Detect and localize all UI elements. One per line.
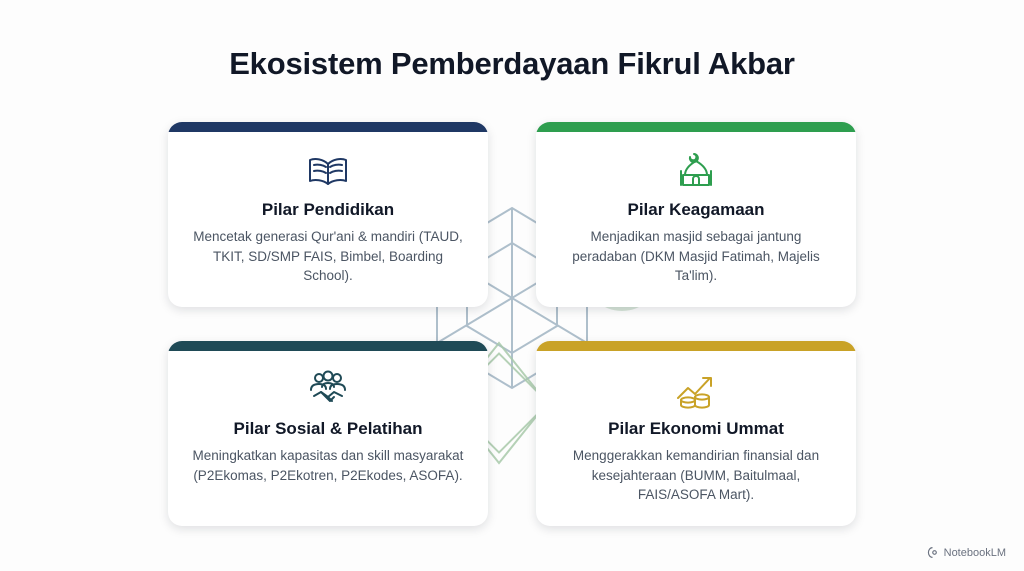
card-accent-bar — [536, 341, 856, 351]
pillar-card-grid — [168, 122, 856, 526]
card-description: Mencetak generasi Qur'ani & mandiri (TAUD, TKIT, SD/SMP FAIS, Bimbel, Boarding School). — [193, 229, 463, 284]
page-title: Ekosistem Pemberdayaan Fikrul Akbar — [229, 46, 795, 81]
card-title: Pilar Sosial & Pelatihan — [233, 419, 423, 438]
handshake-people-icon — [190, 367, 466, 413]
card-accent-bar — [536, 122, 856, 132]
pillar-card-sosial[interactable] — [168, 341, 488, 526]
card-title: Pilar Keagamaan — [627, 200, 765, 219]
card-accent-bar — [168, 341, 488, 351]
card-description: Meningkatkan kapasitas dan skill masyarakat (P2Ekomas, P2Ekotren, P2Ekodes, ASOFA). — [192, 448, 464, 483]
open-book-icon — [190, 148, 466, 194]
pillar-card-pendidikan[interactable] — [168, 122, 488, 307]
watermark-label: NotebookLM — [943, 546, 1006, 559]
watermark — [926, 546, 1006, 559]
pillar-card-keagamaan[interactable] — [536, 122, 856, 307]
card-accent-bar — [168, 122, 488, 132]
card-title: Pilar Ekonomi Ummat — [608, 419, 784, 438]
card-description: Menggerakkan kemandirian finansial dan kesejahteraan (BUMM, Baitulmaal, FAIS/ASOFA Mart). — [572, 448, 820, 503]
mosque-icon — [558, 148, 834, 194]
growth-coins-icon — [558, 367, 834, 413]
card-description: Menjadikan masjid sebagai jantung peradaban (DKM Masjid Fatimah, Majelis Ta'lim). — [572, 229, 820, 284]
card-title: Pilar Pendidikan — [261, 200, 395, 219]
pillar-card-ekonomi[interactable] — [536, 341, 856, 526]
notebooklm-logo-icon — [926, 546, 939, 559]
